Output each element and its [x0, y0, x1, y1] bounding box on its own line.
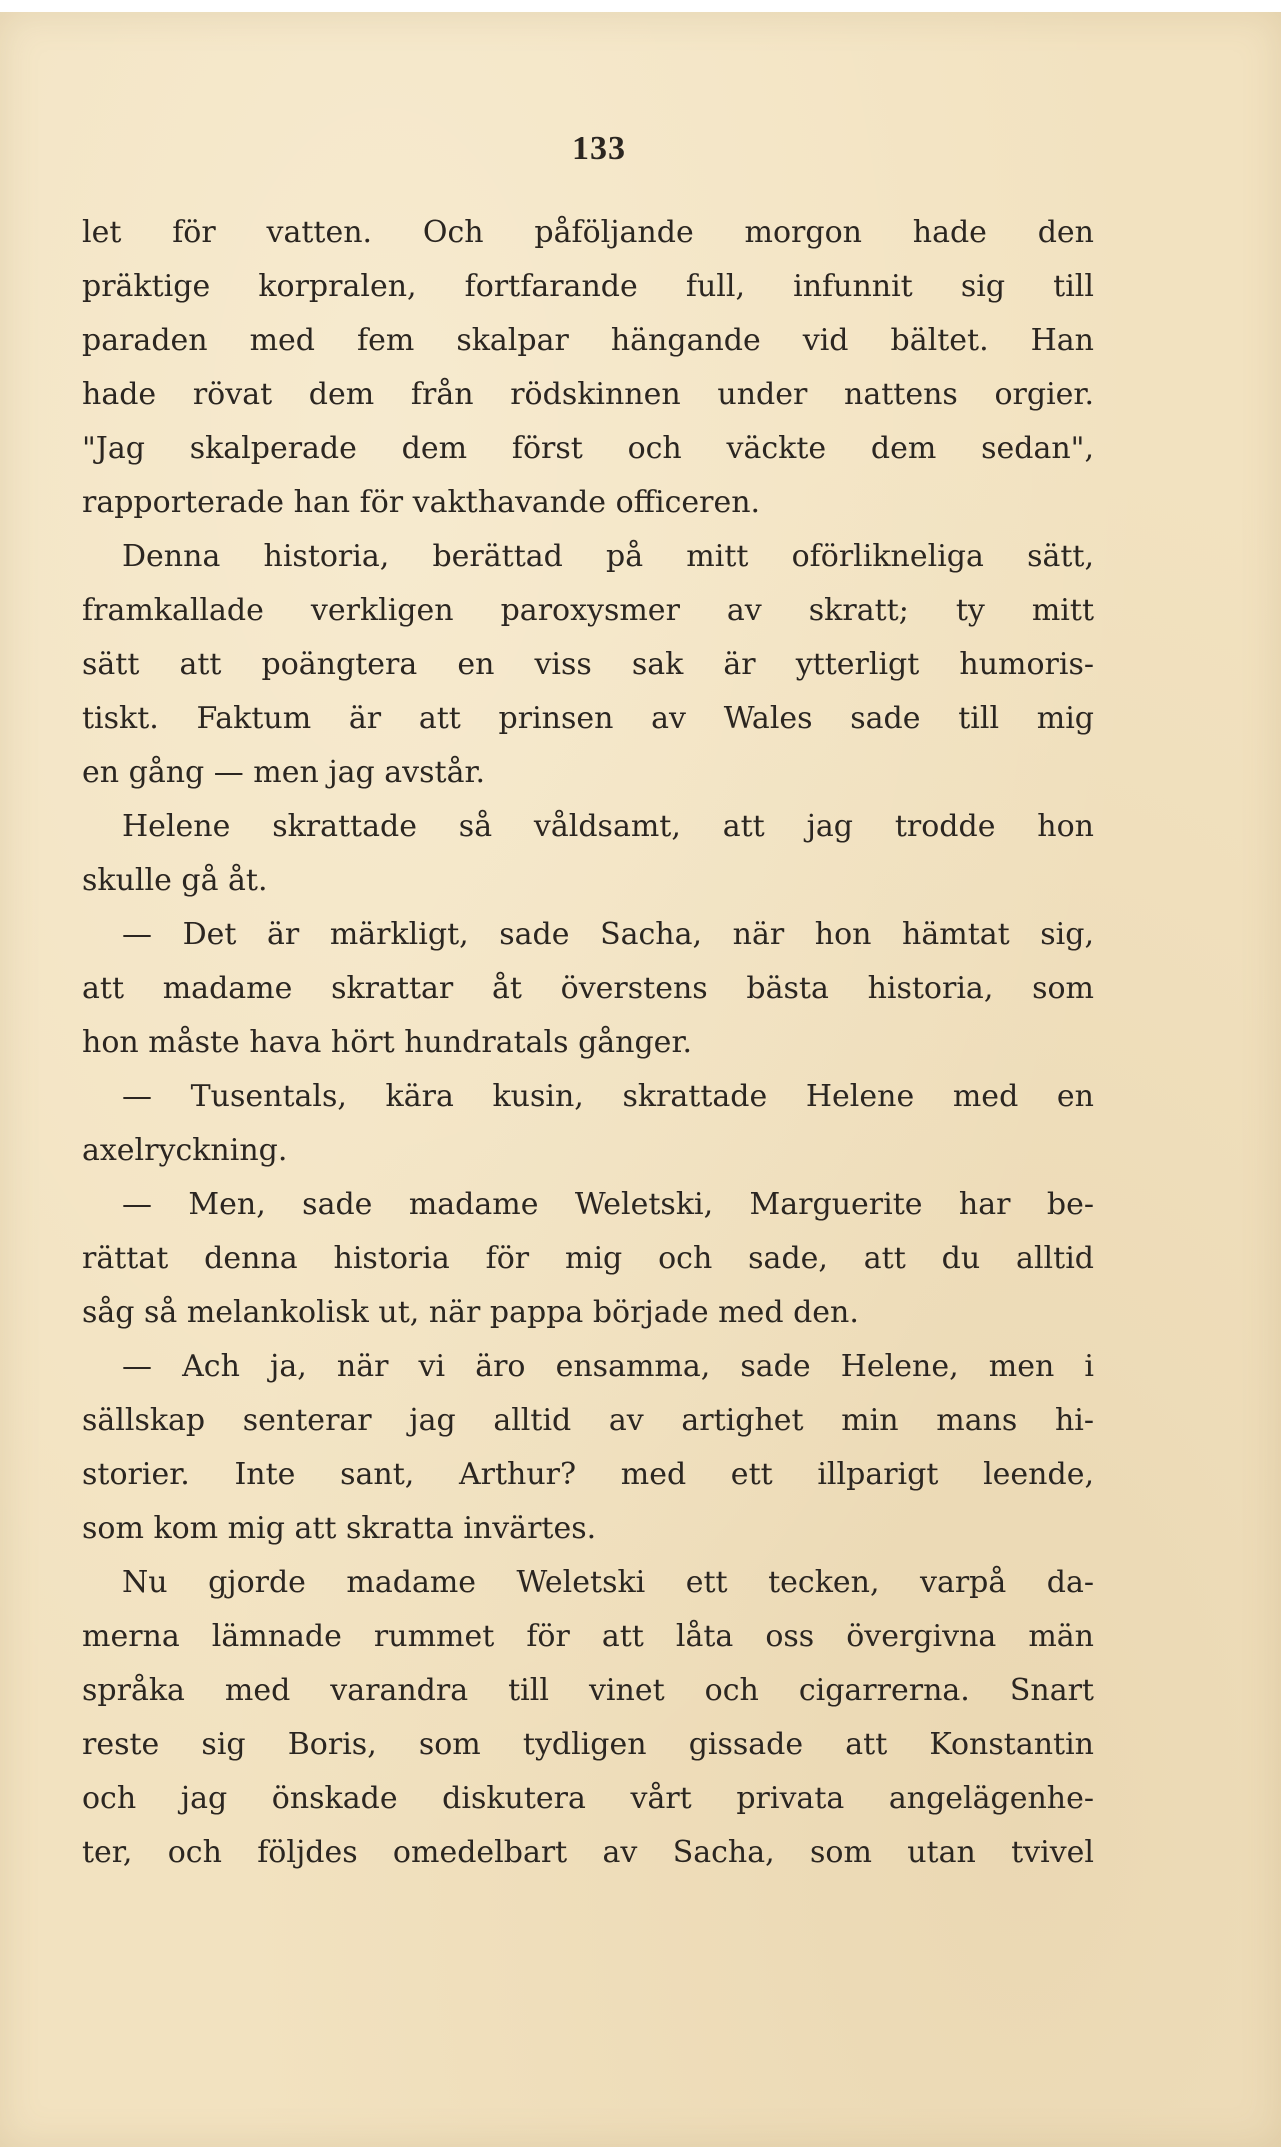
text-line: hade rövat dem från rödskinnen under nattens orgier.: [82, 377, 1094, 412]
text-line: — Ach ja, när vi äro ensamma, sade Helene, men i: [122, 1349, 1094, 1384]
text-line: storier. Inte sant, Arthur? med ett illparigt leende,: [82, 1457, 1094, 1492]
text-line: språka med varandra till vinet och cigarrerna. Snart: [82, 1673, 1094, 1708]
text-line: "Jag skalperade dem först och väckte dem sedan",: [82, 431, 1094, 466]
text-line: Nu gjorde madame Weletski ett tecken, varpå da-: [122, 1565, 1094, 1600]
text-line: reste sig Boris, som tydligen gissade att Konstantin: [82, 1727, 1094, 1762]
page-number: 133: [572, 130, 626, 167]
text-line: sätt att poängtera en viss sak är ytterligt humoris-: [82, 647, 1094, 682]
text-line: en gång — men jag avstår.: [82, 755, 486, 790]
text-line: — Tusentals, kära kusin, skrattade Helene med en: [122, 1079, 1094, 1114]
text-line: axelryckning.: [82, 1133, 288, 1168]
text-line: präktige korpralen, fortfarande full, infunnit sig till: [82, 269, 1094, 304]
text-line: att madame skrattar åt överstens bästa historia, som: [82, 971, 1094, 1006]
text-line: såg så melankolisk ut, när pappa började med den.: [82, 1295, 859, 1330]
text-line: hon måste hava hört hundratals gånger.: [82, 1025, 693, 1060]
body-text: [82, 206, 1094, 1880]
text-line: som kom mig att skratta invärtes.: [82, 1511, 597, 1546]
text-line: och jag önskade diskutera vårt privata angelägenhe-: [82, 1781, 1094, 1816]
text-line: merna lämnade rummet för att låta oss övergivna män: [82, 1619, 1094, 1654]
text-line: rättat denna historia för mig och sade, att du alltid: [82, 1241, 1094, 1276]
text-line: sällskap senterar jag alltid av artighet min mans hi-: [82, 1403, 1094, 1438]
text-line: ter, och följdes omedelbart av Sacha, som utan tvivel: [82, 1835, 1094, 1870]
text-line: paraden med fem skalpar hängande vid bältet. Han: [82, 323, 1094, 358]
text-line: Denna historia, berättad på mitt oförlikneliga sätt,: [122, 539, 1094, 574]
text-line: skulle gå åt.: [82, 863, 268, 898]
text-line: tiskt. Faktum är att prinsen av Wales sade till mig: [82, 701, 1094, 736]
text-line: rapporterade han för vakthavande officeren.: [82, 485, 761, 520]
text-line: Helene skrattade så våldsamt, att jag trodde hon: [122, 809, 1094, 844]
text-line: let för vatten. Och påföljande morgon hade den: [82, 215, 1094, 250]
text-line: — Men, sade madame Weletski, Marguerite har be-: [122, 1187, 1094, 1222]
book-page: [0, 12, 1281, 2147]
text-line: — Det är märkligt, sade Sacha, när hon hämtat sig,: [122, 917, 1094, 952]
text-line: framkallade verkligen paroxysmer av skratt; ty mitt: [82, 593, 1094, 628]
